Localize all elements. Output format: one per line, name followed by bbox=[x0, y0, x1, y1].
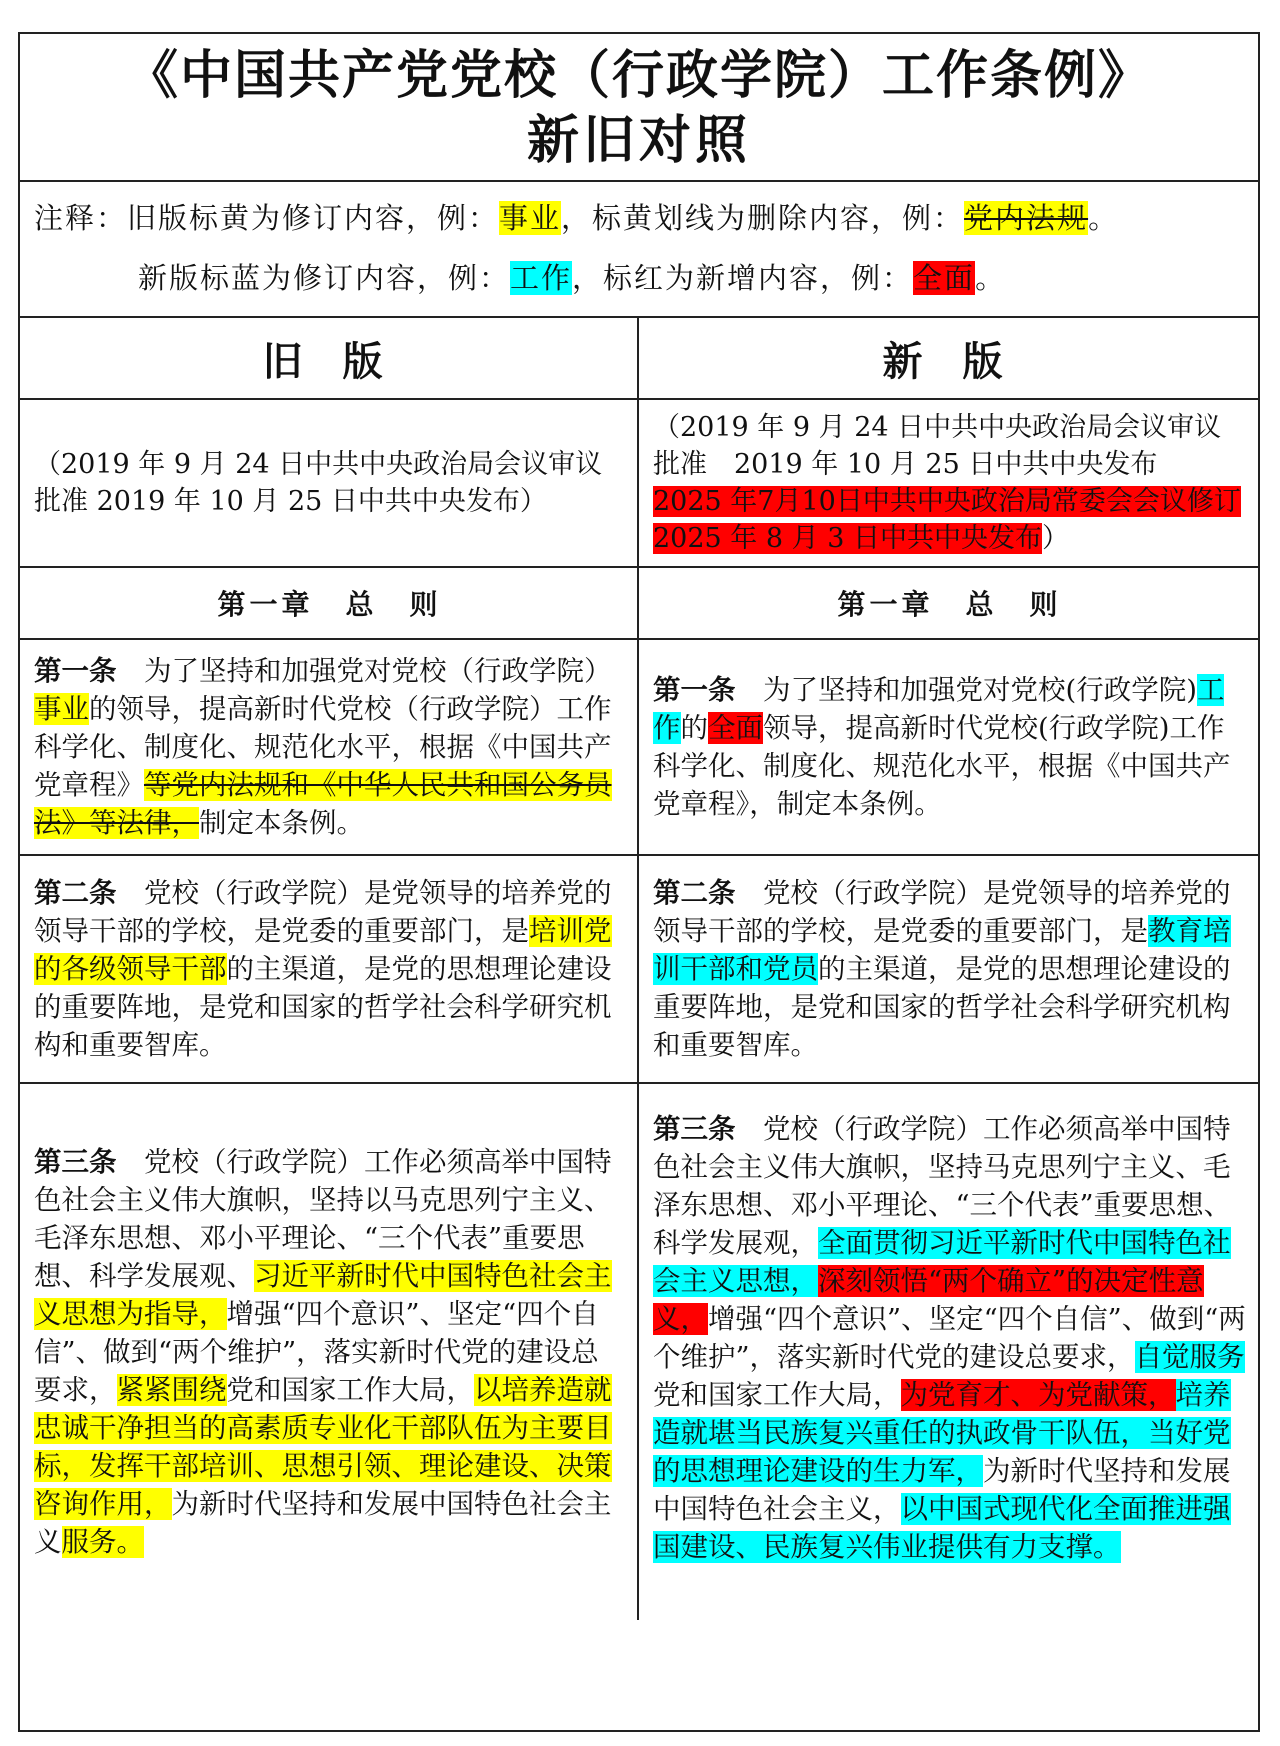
article-label: 第三条 bbox=[653, 1113, 736, 1145]
meta-old bbox=[20, 400, 639, 566]
legend-text: 新版标蓝为修订内容，例： bbox=[138, 261, 511, 295]
header-new: 新版 bbox=[882, 337, 1043, 385]
article-3-new bbox=[639, 1084, 1258, 1620]
revised-text: 工作 bbox=[653, 674, 1225, 744]
meta-new bbox=[639, 400, 1258, 566]
article-text: 的领导，提高新时代党校（行政学院）工作科学化、制度化、规范化水平，根据《中国共产党章程》 bbox=[34, 693, 612, 801]
article-1-old bbox=[20, 640, 639, 854]
legend-example-strike: 党内法规 bbox=[964, 201, 1089, 235]
article-text: 党和国家工作大局， bbox=[653, 1379, 901, 1411]
legend-example-red: 全面 bbox=[913, 261, 976, 295]
article-1-new bbox=[639, 640, 1258, 854]
article-text: 党校（行政学院）是党领导的培养党的领导干部的学校，是党委的重要部门，是 bbox=[34, 877, 612, 947]
article-1-row bbox=[20, 640, 1258, 856]
comparison-table bbox=[20, 318, 1258, 1620]
revised-text: 以培养造就忠诚干净担当的高素质专业化干部队伍为主要目标，发挥干部培训、思想引领、理论建设、决策咨询作用， bbox=[34, 1374, 612, 1520]
article-text: 的 bbox=[680, 712, 708, 744]
article-label: 第一条 bbox=[653, 674, 736, 706]
document-title bbox=[20, 34, 1258, 182]
chapter-old: 第一章 总 则 bbox=[20, 568, 639, 638]
legend-example-cyan: 工作 bbox=[510, 261, 573, 295]
legend-text: 。 bbox=[975, 261, 1007, 295]
article-text: 党校（行政学院）是党领导的培养党的领导干部的学校，是党委的重要部门，是 bbox=[653, 877, 1231, 947]
legend-example-yellow: 事业 bbox=[499, 201, 562, 235]
deleted-text: 等党内法规和《中华人民共和国公务员法》等法律， bbox=[34, 769, 612, 839]
title-line-2: 新旧对照 bbox=[526, 110, 751, 171]
article-label: 第二条 bbox=[34, 877, 117, 909]
article-label: 第一条 bbox=[34, 655, 117, 687]
legend-text: ，标黄划线为删除内容，例： bbox=[561, 201, 965, 235]
legend-text: 。 bbox=[1088, 201, 1120, 235]
article-3-old bbox=[20, 1084, 639, 1620]
revised-text: 培养造就堪当民族复兴重任的执政骨干队伍，当好党的思想理论建设的生力军， bbox=[653, 1379, 1231, 1487]
article-text: 制定本条例。 bbox=[199, 807, 364, 839]
article-label: 第二条 bbox=[653, 877, 736, 909]
revised-text: 习近平新时代中国特色社会主义思想为指导， bbox=[34, 1260, 612, 1330]
chapter-new: 第一章 总 则 bbox=[837, 588, 1062, 621]
article-text: 为新时代坚持和发展中国特色社会主义， bbox=[653, 1455, 1231, 1525]
revised-text: 教育培训干部和党员 bbox=[653, 915, 1231, 985]
article-3-row bbox=[20, 1084, 1258, 1620]
article-text: 党校（行政学院）工作必须高举中国特色社会主义伟大旗帜，坚持以马克思列宁主义、毛泽东思想、邓小平理论、“三个代表”重要思想、科学发展观、 bbox=[34, 1146, 612, 1292]
article-text: 领导，提高新时代党校(行政学院)工作科学化、制度化、规范化水平，根据《中国共产党章程》，制定本条例。 bbox=[653, 712, 1231, 820]
article-2-old bbox=[20, 856, 639, 1082]
article-text: 为了坚持和加强党对党校（行政学院） bbox=[116, 655, 612, 687]
revised-text: 紧紧围绕 bbox=[116, 1374, 227, 1406]
revised-text: 事业 bbox=[34, 693, 89, 725]
article-text: 增强“四个意识”、坚定“四个自信”、做到“两个维护”，落实新时代党的建设总要求， bbox=[34, 1298, 599, 1406]
article-2-new bbox=[639, 856, 1258, 1082]
revised-text: 以中国式现代化全面推进强国建设、民族复兴伟业提供有力支撑。 bbox=[653, 1493, 1231, 1563]
article-text: 为了坚持和加强党对党校(行政学院) bbox=[735, 674, 1197, 706]
article-text: 为新时代坚持和发展中国特色社会主义 bbox=[34, 1488, 612, 1558]
revised-text: 自觉服务 bbox=[1134, 1341, 1245, 1373]
header-row bbox=[20, 318, 1258, 400]
meta-new-text: ） bbox=[1041, 523, 1069, 554]
meta-new-added: 2025 年7月10日中共中央政治局常委会会议修订 2025 年 8 月 3 日中共中央发布 bbox=[653, 486, 1241, 554]
added-text: 深刻领悟“两个确立”的决定性意义， bbox=[653, 1265, 1204, 1335]
revised-text: 全面贯彻习近平新时代中国特色社会主义思想， bbox=[653, 1227, 1231, 1297]
article-label: 第三条 bbox=[34, 1146, 117, 1178]
meta-row bbox=[20, 400, 1258, 568]
article-text: 的主渠道，是党的思想理论建设的重要阵地，是党和国家的哲学社会科学研究机构和重要智库。 bbox=[34, 953, 612, 1061]
legend-row-old bbox=[34, 188, 1258, 248]
added-text: 全面 bbox=[708, 712, 763, 744]
revised-text: 服务。 bbox=[61, 1526, 144, 1558]
legend-notes bbox=[20, 182, 1258, 318]
header-old: 旧版 bbox=[20, 318, 639, 398]
article-text: 党校（行政学院）工作必须高举中国特色社会主义伟大旗帜，坚持马克思列宁主义、毛泽东思想、邓小平理论、“三个代表”重要思想、科学发展观， bbox=[653, 1113, 1232, 1259]
title-line-1: 《中国共产党党校（行政学院）工作条例》 bbox=[125, 45, 1152, 106]
article-2-row bbox=[20, 856, 1258, 1084]
meta-new-text: （2019 年 9 月 24 日中共中央政治局会议审议批准 2019 年 10 月 25 日中共中央发布 bbox=[653, 412, 1222, 480]
article-text: 党和国家工作大局， bbox=[226, 1374, 474, 1406]
legend-text: 注释：旧版标黄为修订内容，例： bbox=[34, 201, 500, 235]
legend-text: ，标红为新增内容，例： bbox=[572, 261, 914, 295]
added-text: 为党育才、为党献策， bbox=[900, 1379, 1176, 1411]
comparison-document bbox=[18, 32, 1260, 1732]
article-text: 的主渠道，是党的思想理论建设的重要阵地，是党和国家的哲学社会科学研究机构和重要智库。 bbox=[653, 953, 1231, 1061]
revised-text: 培训党的各级领导干部 bbox=[34, 915, 612, 985]
article-text: 增强“四个意识”、坚定“四个自信”、做到“两个维护”，落实新时代党的建设总要求， bbox=[653, 1303, 1246, 1373]
chapter-row bbox=[20, 568, 1258, 640]
meta-old-text: （2019 年 9 月 24 日中共中央政治局会议审议批准 2019 年 10 月 25 日中共中央发布） bbox=[34, 449, 603, 517]
legend-row-new bbox=[34, 248, 1258, 308]
